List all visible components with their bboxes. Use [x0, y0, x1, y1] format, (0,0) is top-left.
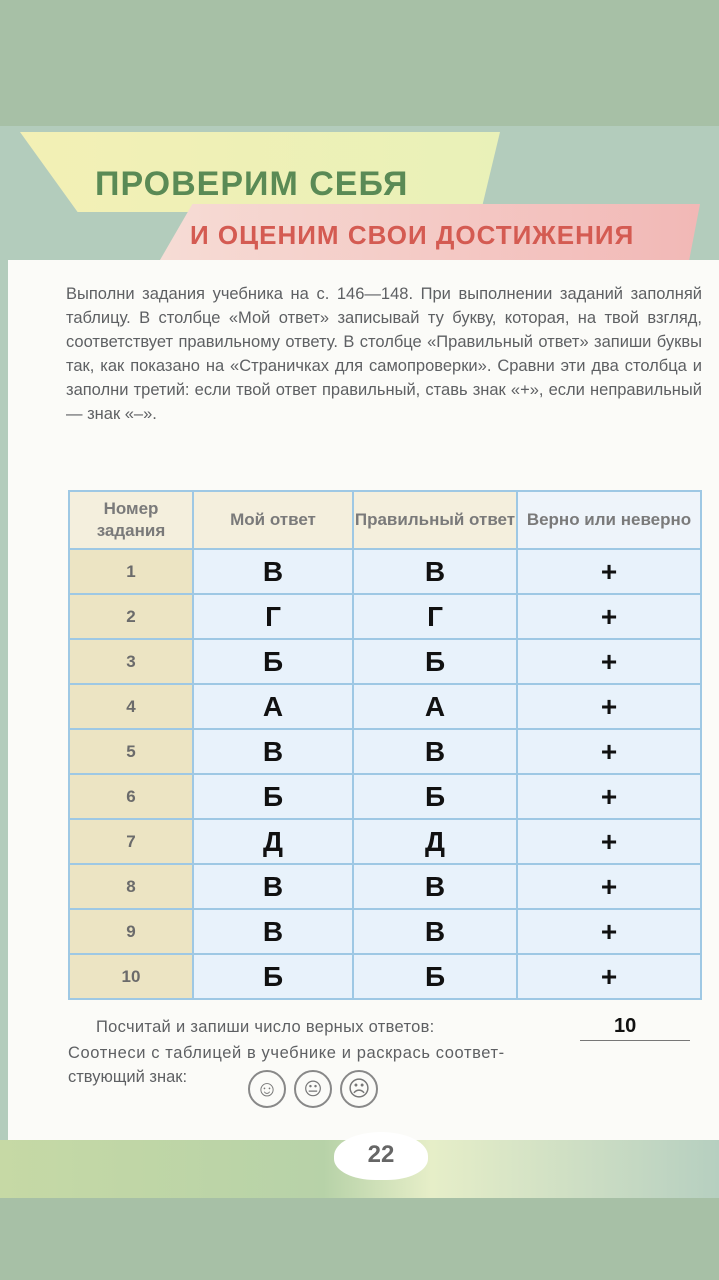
correct-answer-cell[interactable]: Г: [353, 594, 517, 639]
header-number: Номер задания: [69, 491, 193, 549]
task-number: 1: [69, 549, 193, 594]
correct-answer-cell[interactable]: Б: [353, 954, 517, 999]
result-cell[interactable]: +: [517, 729, 701, 774]
sad-face-icon[interactable]: ☹: [340, 1070, 378, 1108]
task-number: 3: [69, 639, 193, 684]
result-cell[interactable]: +: [517, 639, 701, 684]
my-answer-cell[interactable]: Д: [193, 819, 353, 864]
my-answer-cell[interactable]: Г: [193, 594, 353, 639]
result-cell[interactable]: +: [517, 684, 701, 729]
correct-answer-cell[interactable]: В: [353, 729, 517, 774]
my-answer-cell[interactable]: В: [193, 909, 353, 954]
result-cell[interactable]: +: [517, 774, 701, 819]
count-prompt: Посчитай и запиши число верных ответов:: [96, 1018, 435, 1036]
table-row: [69, 729, 701, 774]
correct-answer-cell[interactable]: Б: [353, 639, 517, 684]
task-number: 10: [69, 954, 193, 999]
neutral-face-icon[interactable]: 😐: [294, 1070, 332, 1108]
result-cell[interactable]: +: [517, 819, 701, 864]
table-row: [69, 594, 701, 639]
my-answer-cell[interactable]: Б: [193, 639, 353, 684]
task-number: 8: [69, 864, 193, 909]
table-row: [69, 954, 701, 999]
footer-line-3: ствующий знак:: [68, 1068, 188, 1086]
header-result: Верно или неверно: [517, 491, 701, 549]
table-row: [69, 684, 701, 729]
table-row: [69, 819, 701, 864]
result-cell[interactable]: +: [517, 954, 701, 999]
correct-answer-cell[interactable]: В: [353, 909, 517, 954]
table-row: [69, 639, 701, 684]
page-subtitle: И ОЦЕНИМ СВОИ ДОСТИЖЕНИЯ: [190, 220, 635, 250]
answers-table: [68, 490, 702, 1000]
page-title: ПРОВЕРИМ СЕБЯ: [95, 165, 409, 203]
table-row: [69, 549, 701, 594]
correct-answer-cell[interactable]: Д: [353, 819, 517, 864]
table-row: [69, 774, 701, 819]
footer-line-2: Соотнеси с таблицей в учебнике и раскрась соответ-: [68, 1044, 505, 1062]
header-my-answer: Мой ответ: [193, 491, 353, 549]
correct-answer-cell[interactable]: А: [353, 684, 517, 729]
task-number: 4: [69, 684, 193, 729]
result-cell[interactable]: +: [517, 909, 701, 954]
my-answer-cell[interactable]: В: [193, 549, 353, 594]
result-cell[interactable]: +: [517, 549, 701, 594]
correct-answer-cell[interactable]: Б: [353, 774, 517, 819]
count-value[interactable]: 10: [614, 1015, 637, 1037]
table-row: [69, 864, 701, 909]
task-number: 2: [69, 594, 193, 639]
instructions-text: Выполни задания учебника на с. 146—148. При выполнении заданий заполняй таблицу. В столбце «Мой ответ» записывай ту букву, которая, на твой взгляд, соответствует правильному ответу. В столбце «Правильный ответ» запиши буквы так, как показано на «Страничках для самопроверки». Сравни эти два столбца и заполни третий: если твой ответ правильный, ставь знак «+», если неправильный — знак «–».: [66, 285, 702, 423]
result-cell[interactable]: +: [517, 864, 701, 909]
table-header-row: [69, 491, 701, 549]
my-answer-cell[interactable]: В: [193, 864, 353, 909]
task-number: 9: [69, 909, 193, 954]
my-answer-cell[interactable]: Б: [193, 954, 353, 999]
table-row: [69, 909, 701, 954]
happy-face-icon[interactable]: ☺: [248, 1070, 286, 1108]
my-answer-cell[interactable]: В: [193, 729, 353, 774]
page-number: 22: [334, 1132, 428, 1180]
header-correct-answer: Правильный ответ: [353, 491, 517, 549]
task-number: 6: [69, 774, 193, 819]
correct-answer-cell[interactable]: В: [353, 549, 517, 594]
my-answer-cell[interactable]: Б: [193, 774, 353, 819]
my-answer-cell[interactable]: А: [193, 684, 353, 729]
task-number: 7: [69, 819, 193, 864]
result-cell[interactable]: +: [517, 594, 701, 639]
correct-answer-cell[interactable]: В: [353, 864, 517, 909]
task-number: 5: [69, 729, 193, 774]
count-underline: [580, 1040, 690, 1041]
